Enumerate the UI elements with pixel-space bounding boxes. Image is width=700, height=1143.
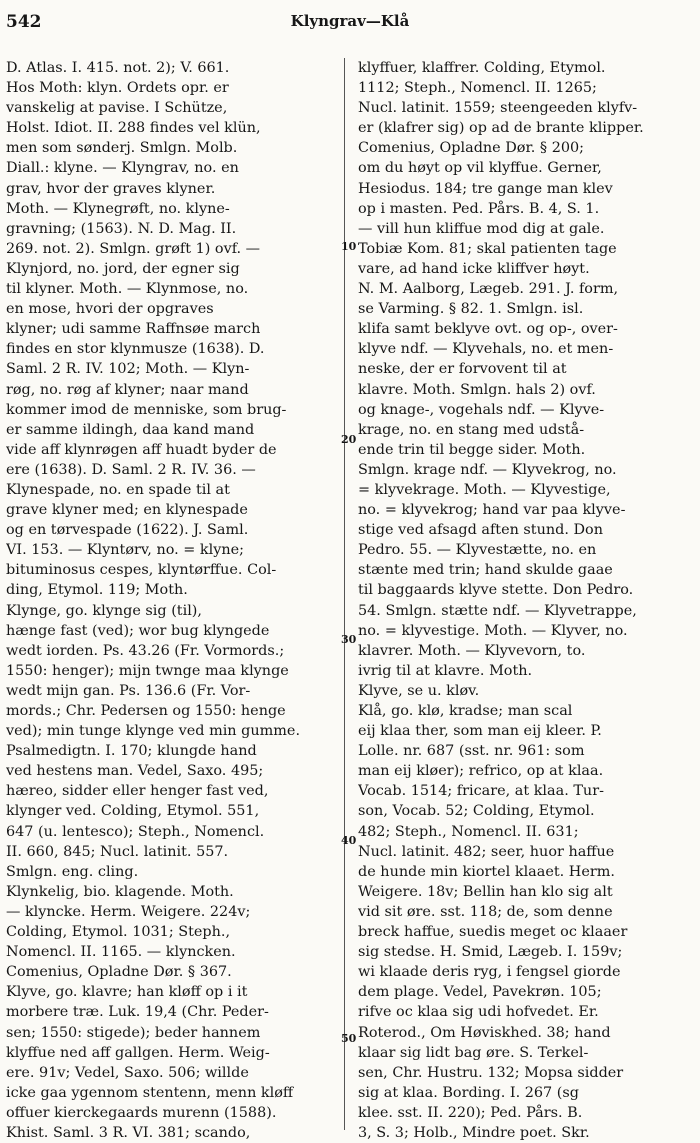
column-divider (344, 58, 345, 1130)
line-number-30: 30 (341, 633, 357, 646)
text-line: Khist. Saml. 3 R. VI. 381; scando, (6, 1124, 251, 1141)
line-number-50: 50 (341, 1032, 357, 1045)
text-line: vanskelig at pavise. I Schütze, (6, 100, 228, 117)
left-column (6, 58, 340, 1143)
text-line: wedt iorden. Ps. 43.26 (Fr. Vormords.; (6, 642, 285, 659)
text-line: Saml. 2 R. IV. 102; Moth. — Klyn- (6, 361, 250, 378)
text-line: mords.; Chr. Pedersen og 1550: henge (6, 703, 286, 719)
text-line: = klyvekrage. Moth. — Klyvestige, (358, 481, 611, 498)
text-line: klyffuer, klaffrer. Colding, Etymol. (358, 60, 606, 76)
text-line: hænge fast (ved); wor bug klyngede (6, 622, 270, 639)
text-line: gravning; (1563). N. D. Mag. II. (6, 220, 237, 237)
line-number-20: 20 (341, 433, 357, 446)
text-line: Colding, Etymol. 1031; Steph., (6, 924, 231, 941)
text-line: 482; Steph., Nomencl. II. 631; (358, 823, 579, 840)
text-line: VI. 153. — Klyntørv, no. = klyne; (6, 542, 244, 559)
text-line: offuer kierckegaards murenn (1588). (6, 1104, 277, 1121)
text-line: og knage-, vogehals ndf. — Klyve- (358, 401, 605, 418)
text-line: klavre. Moth. Smlgn. hals 2) ovf. (358, 381, 596, 398)
text-line: til klyner. Moth. — Klynmose, no. (6, 281, 249, 298)
text-line: Klynjord, no. jord, der egner sig (6, 260, 240, 277)
text-line: morbere træ. Luk. 19,4 (Chr. Peder- (6, 1004, 269, 1021)
text-line: Klynespade, no. en spade til at (6, 481, 230, 498)
text-line: sen; 1550: stigede); beder hannem (6, 1024, 261, 1041)
text-line: dem plage. Vedel, Pavekrøn. 105; (358, 984, 602, 1001)
text-line: breck haffue, suedis meget oc klaaer (358, 924, 628, 941)
text-line: Moth. — Klynegrøft, no. klyne- (6, 200, 230, 217)
text-line: sen, Chr. Hustru. 132; Mopsa sidder (358, 1064, 624, 1081)
text-line: ivrig til at klavre. Moth. (358, 662, 533, 679)
text-line: II. 660, 845; Nucl. latinit. 557. (6, 843, 229, 860)
text-line: se Varming. § 82. 1. Smlgn. isl. (358, 301, 584, 318)
text-line: klavrer. Moth. — Klyvevorn, to. (358, 642, 586, 659)
text-line: Hos Moth: klyn. Ordets opr. er (6, 80, 229, 97)
text-line: Klå, go. klø, kradse; man scal (358, 703, 573, 719)
text-line: klee. sst. II. 220); Ped. Pårs. B. (358, 1104, 583, 1121)
text-line: stige ved afsagd aften stund. Don (358, 522, 603, 539)
text-line: 54. Smlgn. stætte ndf. — Klyvetrappe, (358, 602, 637, 619)
text-line: kommer imod de menniske, som brug- (6, 401, 287, 418)
right-column (358, 58, 692, 1143)
text-line: son, Vocab. 52; Colding, Etymol. (358, 803, 595, 820)
text-line: klaar sig lidt bag øre. S. Terkel- (358, 1044, 589, 1061)
text-line: wedt mijn gan. Ps. 136.6 (Fr. Vor- (6, 682, 251, 699)
text-line: røg, no. røg af klyner; naar mand (6, 381, 249, 398)
text-line: Smlgn. krage ndf. — Klyvekrog, no. (358, 461, 617, 478)
text-line: man eij kløer); refrico, op at klaa. (358, 763, 604, 780)
text-line: grave klyner med; en klynespade (6, 502, 248, 519)
text-line: Klyve, go. klavre; han kløff op i it (6, 984, 248, 1001)
text-line: ved); min tunge klynge ved min gumme. (6, 723, 301, 740)
text-line: no. = klyvekrog; hand var paa klyve- (358, 502, 626, 519)
text-line: om du høyt op vil klyffue. Gerner, (358, 160, 602, 177)
line-number-40: 40 (341, 834, 357, 847)
text-line: Holst. Idiot. II. 288 findes vel klün, (6, 120, 261, 137)
text-line: er samme ildingh, daa kand mand (6, 421, 255, 438)
text-line: ende trin til begge sider. Moth. (358, 441, 586, 458)
text-line: sig at klaa. Bording. I. 267 (sg (358, 1084, 579, 1101)
text-line: Tobiæ Kom. 81; skal patienten tage (358, 240, 617, 257)
text-line: N. M. Aalborg, Lægeb. 291. J. form, (358, 281, 619, 298)
text-line: til baggaards klyve stette. Don Pedro. (358, 582, 634, 599)
line-number-10: 10 (341, 240, 357, 253)
text-line: og en tørvespade (1622). J. Saml. (6, 522, 249, 539)
text-line: Comenius, Opladne Dør. § 200; (358, 140, 585, 157)
text-line: hæreo, sidder eller henger fast ved, (6, 783, 269, 800)
text-line: icke gaa ygennom stentenn, menn kløff (6, 1084, 294, 1101)
text-line: bituminosus cespes, klyntørffue. Col- (6, 562, 277, 579)
text-line: men som sønderj. Smlgn. Molb. (6, 140, 238, 157)
text-line: Nomencl. II. 1165. — klyncken. (6, 944, 236, 961)
text-line: klyffue ned aff gallgen. Herm. Weig- (6, 1044, 270, 1061)
text-line: de hunde min kiortel klaaet. Herm. (358, 863, 615, 880)
text-line: Nucl. latinit. 1559; steengeeden klyfv- (358, 100, 638, 117)
text-line: er (klafrer sig) op ad de brante klipper. (358, 120, 644, 137)
text-line: 647 (u. lentesco); Steph., Nomencl. (6, 823, 265, 840)
text-line: Klynge, go. klynge sig (til), (6, 602, 202, 619)
text-line: Weigere. 18v; Bellin han klo sig alt (358, 883, 613, 900)
text-line: op i masten. Ped. Pårs. B. 4, S. 1. (358, 200, 600, 217)
text-line: ding, Etymol. 119; Moth. (6, 582, 188, 599)
text-line: 269. not. 2). Smlgn. grøft 1) ovf. — (6, 240, 261, 257)
text-line: Pedro. 55. — Klyvestætte, no. en (358, 542, 597, 559)
page-number: 542 (6, 12, 42, 32)
page-header (6, 12, 694, 38)
text-line: ved hestens man. Vedel, Saxo. 495; (6, 763, 264, 780)
text-line: klynger ved. Colding, Etymol. 551, (6, 803, 260, 820)
text-line: Klynkelig, bio. klagende. Moth. (6, 883, 234, 900)
text-line: wi klaade deris ryg, i fengsel giorde (358, 964, 621, 981)
text-line: D. Atlas. I. 415. not. 2); V. 661. (6, 60, 230, 76)
text-line: Comenius, Opladne Dør. § 367. (6, 964, 232, 981)
text-line: sig stedse. H. Smid, Lægeb. I. 159v; (358, 944, 623, 961)
text-line: Hesiodus. 184; tre gange man klev (358, 180, 613, 197)
text-line: vid sit øre. sst. 118; de, som denne (358, 903, 613, 920)
text-line: vide aff klynrøgen aff huadt byder de (6, 441, 277, 458)
text-line: eij klaa ther, som man eij kleer. P. (358, 723, 602, 740)
text-line: 1112; Steph., Nomencl. II. 1265; (358, 80, 597, 97)
text-line: 3, S. 3; Holb., Mindre poet. Skr. (358, 1124, 590, 1141)
text-line: grav, hvor der graves klyner. (6, 180, 216, 197)
text-line: klyve ndf. — Klyvehals, no. et men- (358, 341, 614, 358)
text-line: — klyncke. Herm. Weigere. 224v; (6, 903, 251, 920)
text-line: stænte med trin; hand skulde gaae (358, 562, 613, 579)
text-line: Lolle. nr. 687 (sst. nr. 961: som (358, 743, 585, 760)
text-line: Klyve, se u. kløv. (358, 682, 480, 699)
text-line: neske, der er forvovent til at (358, 361, 567, 378)
text-line: ere (1638). D. Saml. 2 R. IV. 36. — (6, 461, 256, 478)
text-line: ere. 91v; Vedel, Saxo. 506; willde (6, 1064, 249, 1081)
text-line: — vill hun kliffue mod dig at gale. (358, 220, 605, 237)
text-line: Diall.: klyne. — Klyngrav, no. en (6, 160, 239, 177)
text-line: 1550: henger); mijn twnge maa klynge (6, 662, 289, 679)
text-line: Nucl. latinit. 482; seer, huor haffue (358, 843, 615, 860)
text-line: klyner; udi samme Raffnsøe march (6, 321, 261, 338)
running-title: Klyngrav—Klå (290, 12, 410, 30)
text-line: findes en stor klynmusze (1638). D. (6, 341, 265, 358)
text-line: Vocab. 1514; fricare, at klaa. Tur- (358, 783, 604, 800)
text-line: en mose, hvori der opgraves (6, 301, 214, 318)
text-line: klifa samt beklyve ovt. og op-, over- (358, 321, 618, 338)
text-line: rifve oc klaa sig udi hofvedet. Er. (358, 1004, 599, 1021)
text-line: Psalmedigtn. I. 170; klungde hand (6, 743, 257, 760)
text-line: krage, no. en stang med udstå- (358, 421, 585, 438)
text-line: Roterod., Om Høviskhed. 38; hand (358, 1024, 611, 1041)
text-line: Smlgn. eng. cling. (6, 863, 139, 880)
text-line: no. = klyvestige. Moth. — Klyver, no. (358, 622, 628, 639)
text-line: vare, ad hand icke kliffver høyt. (358, 260, 590, 277)
